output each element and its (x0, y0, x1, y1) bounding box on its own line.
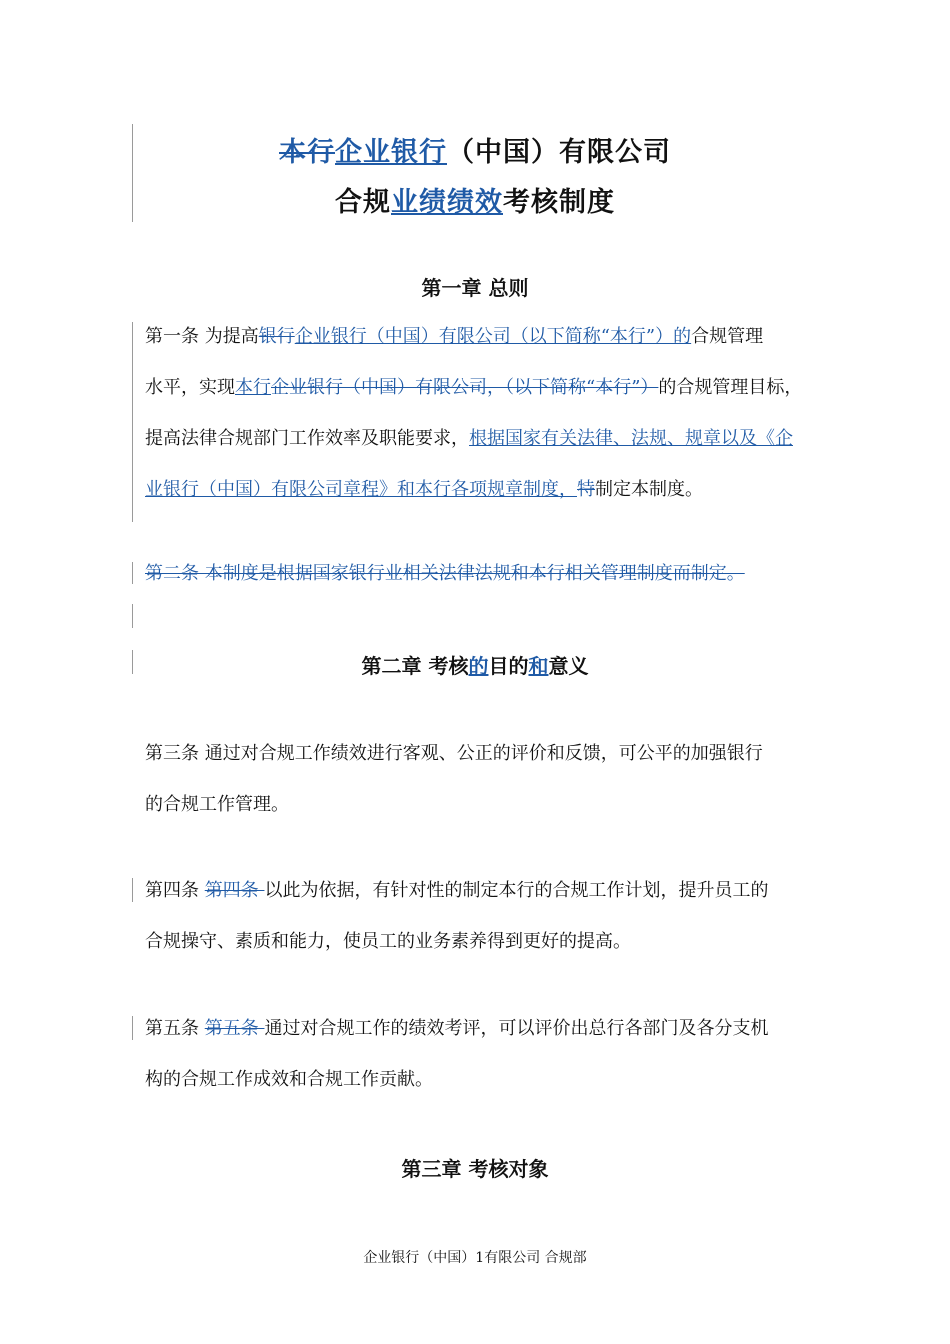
change-bar (132, 562, 133, 584)
article-2-text: 第二条 本制度是根据国家银行业相关法律法规和本行相关管理制度而制定。 (145, 563, 745, 584)
text-run: 意义 (548, 654, 589, 678)
text-run: （中国）有限公司 (447, 137, 671, 168)
article-4 (145, 865, 815, 967)
page-footer: 企业银行（中国）1有限公司 合规部 (363, 1250, 587, 1266)
deleted-text: 特 (577, 479, 595, 500)
text-run: 合规管理 (691, 326, 764, 347)
text-run: 第一条 为提高 (145, 326, 259, 347)
inserted-text: 本行 (235, 377, 271, 398)
chapter-1-heading: 第一章 总则 (421, 276, 529, 300)
inserted-text: 和 (528, 654, 549, 678)
text-run: 的合规管理目标， (658, 377, 803, 398)
text-run: 水平，实现 (145, 377, 235, 398)
chapter-3-heading: 第三章 考核对象 (401, 1157, 549, 1181)
change-bar (132, 878, 133, 902)
text-run: 第五条 (145, 1018, 205, 1039)
inserted-text: 业绩 (391, 187, 447, 218)
deleted-text: 企业银行（中国）有限公司，（以下简称“本行”） (271, 377, 659, 398)
document-title-line1 (0, 130, 950, 169)
article-5-line: 构的合规工作成效和合规工作贡献。 (145, 1069, 433, 1090)
change-bar (132, 322, 133, 522)
article-5-line (145, 1003, 815, 1054)
text-run: 通过对合规工作的绩效考评，可以评价出总行各部门及各分支机 (264, 1018, 769, 1039)
inserted-text: 企业银行 (335, 137, 447, 168)
deleted-text: 第五条 (204, 1018, 265, 1039)
inserted-text: 业银行（中国）有限公司章程》和本行各项规章制度， (145, 479, 577, 500)
article-4-line: 合规操守、素质和能力，使员工的业务素养得到更好的提高。 (145, 931, 631, 952)
article-1-line (145, 362, 815, 413)
text-run: 第二章 考核 (361, 654, 469, 678)
article-1-line (145, 464, 815, 515)
document-title-line2 (0, 180, 950, 219)
article-1-line (145, 311, 815, 362)
text-run: 提高法律合规部门工作效率及职能要求， (145, 428, 469, 449)
inserted-text: 企业银行（中国）有限公司（以下简称“本行”）的 (294, 326, 692, 347)
change-bar (132, 1016, 133, 1040)
inserted-text: 的 (468, 654, 489, 678)
article-2-deleted (145, 548, 815, 599)
chapter-2-heading (0, 650, 950, 679)
text-run: 目的 (488, 654, 529, 678)
article-1-line (145, 413, 815, 464)
text-run: 以此为依据，有针对性的制定本行的合规工作计划，提升员工的 (264, 880, 769, 901)
article-3-line: 的合规工作管理。 (145, 794, 289, 815)
text-run: 制定本制度。 (595, 479, 703, 500)
article-1 (145, 311, 815, 515)
inserted-text: 绩效 (447, 187, 503, 218)
article-5 (145, 1003, 815, 1105)
change-bar (132, 604, 133, 628)
deleted-text: 第四条 (204, 880, 265, 901)
article-3-line: 第三条 通过对合规工作绩效进行客观、公正的评价和反馈，可公平的加强银行 (145, 743, 763, 764)
text-run: 合规 (335, 187, 391, 218)
text-run: 考核制度 (503, 187, 615, 218)
inserted-text: 根据国家有关法律、法规、规章以及《企 (469, 428, 793, 449)
deleted-text: 银行 (258, 326, 295, 347)
text-run: 第四条 (145, 880, 205, 901)
article-4-line (145, 865, 815, 916)
deleted-text: 本行 (279, 137, 335, 168)
article-3 (145, 728, 815, 830)
